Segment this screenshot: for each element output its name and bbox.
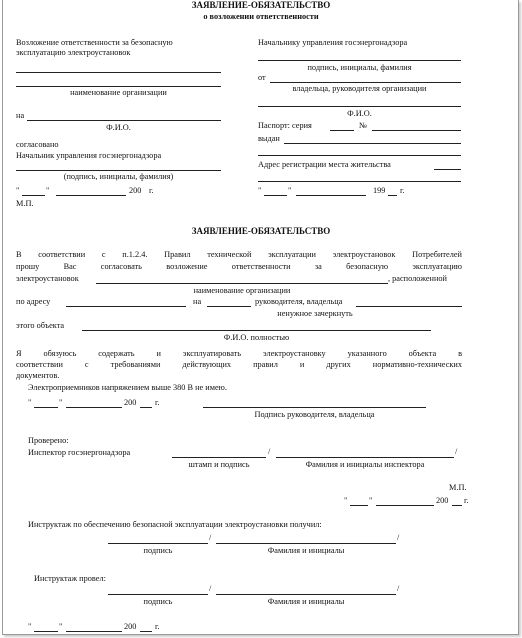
body-date-quote-close: ": [59, 398, 63, 407]
left-stamp-mp: М.П.: [16, 199, 34, 208]
issued-line[interactable]: [284, 143, 461, 144]
left-date-year: 200: [129, 186, 142, 195]
inspector-date-day-line[interactable]: [350, 505, 368, 506]
right-date-year-line[interactable]: [388, 195, 397, 196]
body-stamp-mp: М.П.: [449, 483, 467, 492]
body-date-quote-open: ": [28, 398, 32, 407]
briefing-given-name-line[interactable]: [216, 594, 396, 595]
briefing-received-slash: /: [209, 533, 212, 542]
address-line-2[interactable]: [258, 181, 461, 182]
body-title: ЗАЯВЛЕНИЕ-ОБЯЗАТЕЛЬСТВО: [191, 226, 331, 236]
org-name-line[interactable]: [96, 283, 388, 284]
final-date-month-line[interactable]: [66, 631, 122, 632]
na-label: на: [16, 111, 25, 120]
left-date-g: г.: [149, 186, 154, 195]
briefing-received-slash-end: /: [397, 533, 400, 542]
issued-label: выдан: [258, 134, 280, 143]
briefing-given-slash-end: /: [397, 584, 400, 593]
na-line[interactable]: [27, 120, 221, 121]
owner-name-line[interactable]: [258, 106, 461, 107]
p1-line3-start: электроустановок: [16, 274, 79, 283]
addressee-label: Начальнику управления госэнергонадзора: [258, 38, 408, 47]
inspector-date-year: 200: [436, 496, 449, 505]
inspector-label: Инспектор госэнергонадзора: [28, 448, 131, 457]
approved-label: согласовано: [16, 140, 59, 149]
briefing-received-name-caption: Фамилия и инициалы: [267, 546, 345, 555]
org-line-2[interactable]: [16, 86, 221, 87]
left-assignment-line2: эксплуатацию электроустановок: [16, 48, 131, 57]
approver-label: Начальник управления госэнергонадзора: [16, 151, 162, 160]
body-date-day-line[interactable]: [34, 407, 58, 408]
org-caption: наименование организации: [70, 88, 167, 97]
right-date-g: г.: [400, 186, 405, 195]
owner-caption: владельца, руководителя организации: [292, 84, 427, 93]
stamp-sign-caption: штамп и подпись: [188, 460, 250, 469]
body-date-g: г.: [155, 398, 160, 407]
final-date-quote-open: ": [28, 622, 32, 631]
manager-line[interactable]: [356, 306, 462, 307]
stamp-sign-line[interactable]: [172, 457, 266, 458]
right-date-quote-close: ": [288, 186, 292, 195]
inspector-date-year-line[interactable]: [452, 505, 462, 506]
right-date-quote-open: ": [258, 186, 262, 195]
p2-line3: документов.: [16, 371, 60, 380]
left-date-month-line[interactable]: [56, 195, 126, 196]
briefing-given-name-caption: Фамилия и инициалы: [267, 597, 345, 606]
passport-series-line[interactable]: [330, 130, 354, 131]
addressee-sign-line[interactable]: [258, 60, 461, 61]
owner-sign-caption: Подпись руководителя, владельца: [254, 410, 375, 419]
inspector-date-g: г.: [464, 496, 469, 505]
briefing-received-sign-line[interactable]: [108, 543, 208, 544]
p2-line2: соответствии с требованиями действующих правил и других нормативно-технических: [16, 360, 462, 369]
inspector-name-caption: Фамилия и инициалы инспектора: [305, 460, 425, 469]
passport-number-sign: №: [359, 121, 367, 130]
fio-caption-left: Ф.И.О.: [106, 123, 131, 132]
briefing-received-label: Инструктаж по обеспечению безопасной эксплуатации электроустановки получил:: [28, 520, 322, 529]
inspector-slash-end: /: [455, 447, 458, 456]
final-date-g: г.: [155, 622, 160, 631]
right-date-month-line[interactable]: [296, 195, 366, 196]
fio-caption-right: Ф.И.О.: [347, 109, 372, 118]
strike-caption: ненужное зачеркнуть: [277, 309, 353, 318]
final-date-day-line[interactable]: [34, 631, 58, 632]
address-label: Адрес регистрации места жительства: [258, 160, 391, 169]
p1-line2: прошу Вас согласовать возложение ответственности за безопасную эксплуатацию: [16, 262, 462, 271]
body-na-line[interactable]: [207, 306, 251, 307]
fio-full-caption: Ф.И.О. полностью: [223, 333, 290, 342]
fio-full-line[interactable]: [82, 330, 431, 331]
inspector-date-quote-open: ": [344, 496, 348, 505]
document-title: ЗАЯВЛЕНИЕ-ОБЯЗАТЕЛЬСТВО: [191, 0, 331, 10]
this-object-label: этого объекта: [16, 321, 65, 330]
briefing-received-name-line[interactable]: [216, 543, 396, 544]
owner-sign-line[interactable]: [203, 407, 426, 408]
approver-sign-caption: (подпись, инициалы, фамилия): [63, 172, 174, 181]
org-line-1[interactable]: [16, 72, 221, 73]
p2-line1: Я обязуюсь содержать и эксплуатировать электроустановку указанного объекта в: [16, 349, 462, 358]
checked-label: Проверено:: [28, 436, 69, 445]
body-na-label: на: [193, 297, 202, 306]
body-org-caption: наименование организации: [193, 286, 291, 295]
passport-label: Паспорт: серия: [258, 121, 312, 130]
body-date-month-line[interactable]: [66, 407, 122, 408]
passport-number-line[interactable]: [372, 130, 461, 131]
body-date-year-line[interactable]: [140, 407, 152, 408]
manager-label: руководителя, владельца: [255, 297, 343, 306]
left-date-quote-close: ": [46, 186, 50, 195]
inspector-name-line[interactable]: [276, 457, 454, 458]
body-date-year: 200: [124, 398, 137, 407]
right-date-day-line[interactable]: [264, 195, 287, 196]
briefing-given-slash: /: [209, 584, 212, 593]
receivers-statement: Электроприемников напряжением выше 380 В не имею.: [28, 383, 227, 392]
inspector-slash: /: [268, 447, 271, 456]
approver-sign-line[interactable]: [16, 170, 221, 171]
inspector-date-month-line[interactable]: [376, 505, 434, 506]
p1-line3-end: , расположенной: [388, 274, 447, 283]
briefing-given-sign-line[interactable]: [108, 594, 208, 595]
addressee-sign-caption: подпись, инициалы, фамилия: [307, 63, 412, 72]
left-date-quote-open: ": [16, 186, 20, 195]
from-line[interactable]: [270, 82, 461, 83]
from-label: от: [258, 73, 266, 82]
document-subtitle: о возложении ответственности: [203, 12, 319, 21]
issued-line-2[interactable]: [258, 155, 461, 156]
briefing-given-label: Инструктаж провел:: [34, 574, 106, 583]
inspector-date-quote-close: ": [369, 496, 373, 505]
final-date-year-line[interactable]: [140, 631, 152, 632]
p1-line1: В соответствии с п.1.2.4. Правил технической эксплуатации электроустановок Потребителей: [16, 250, 462, 259]
address-input-line[interactable]: [66, 306, 186, 307]
briefing-given-sign-caption: подпись: [143, 597, 173, 606]
final-date-quote-close: ": [59, 622, 63, 631]
briefing-received-sign-caption: подпись: [143, 546, 173, 555]
right-date-year: 199: [373, 186, 386, 195]
final-date-year: 200: [124, 622, 137, 631]
address-line[interactable]: [434, 169, 461, 170]
by-address-label: по адресу: [16, 297, 51, 306]
left-assignment-line1: Возложение ответственности за безопасную: [16, 38, 173, 47]
left-date-day-line[interactable]: [22, 195, 45, 196]
